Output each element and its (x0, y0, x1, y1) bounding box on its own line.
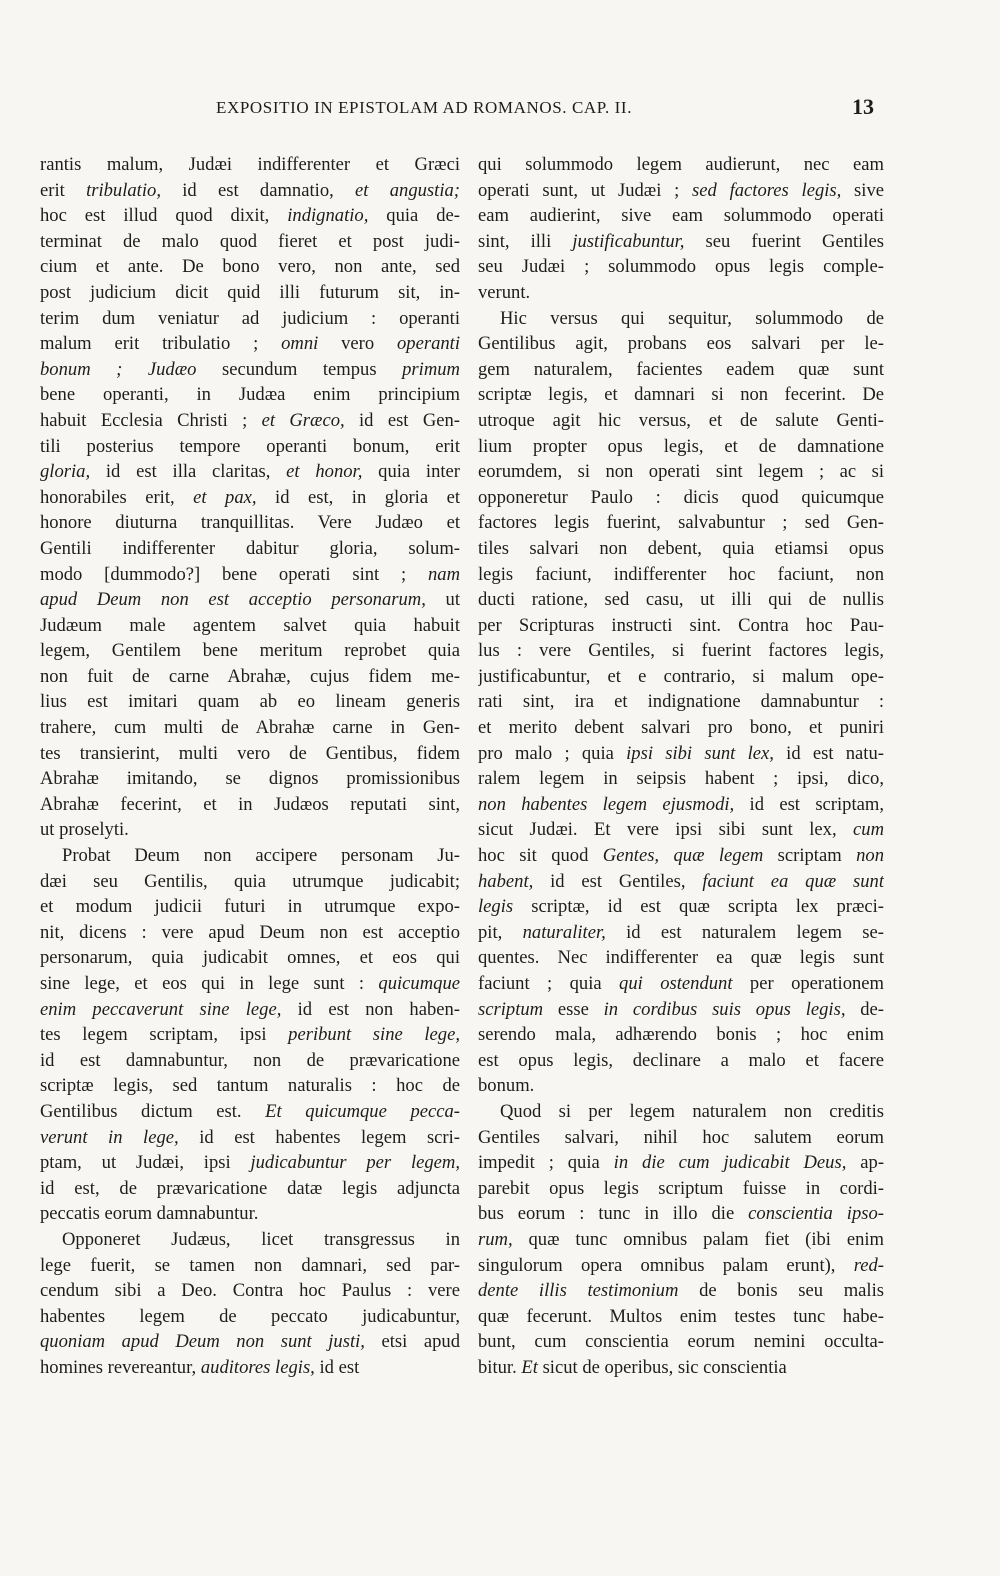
text-line: parebit opus legis scriptum fuisse in cordi- (478, 1177, 884, 1199)
text-line: legis scriptæ, id est quæ scripta lex præci- (478, 896, 884, 918)
text-line: hoc sit quod Gentes, quæ legem scriptam non (478, 845, 884, 867)
text-line: sint, illi justificabuntur, seu fuerint Gentiles (478, 230, 884, 252)
text-line: ducti ratione, sed casu, ut illi qui de nullis (478, 589, 884, 611)
text-line: singulorum opera omnibus palam erunt), red- (478, 1254, 884, 1276)
text-line: id est, de prævaricatione datæ legis adjuncta (40, 1177, 460, 1199)
text-line: Opponeret Judæus, licet transgressus in (62, 1228, 460, 1250)
text-line: serendo mala, adhærendo bonis ; hoc enim (478, 1024, 884, 1046)
text-line: Abrahæ imitando, se dignos promissionibus (40, 768, 460, 790)
text-line: rantis malum, Judæi indifferenter et Græci (40, 154, 460, 175)
text-line: justificabuntur, et e contrario, si malum ope- (478, 665, 884, 687)
running-title: EXPOSITIO IN EPISTOLAM AD ROMANOS. CAP. II. (216, 98, 633, 117)
text-line: Gentilibus agit, probans eos salvari per le- (478, 333, 884, 355)
text-line: verunt in lege, id est habentes legem scri- (40, 1126, 460, 1148)
text-line: bene operanti, in Judæa enim principium (40, 384, 460, 406)
text-line: trahere, cum multi de Abrahæ carne in Gen- (40, 717, 460, 739)
text-line: impedit ; quia in die cum judicabit Deus, ap- (478, 1152, 884, 1174)
text-line: seu Judæi ; solummodo opus legis comple- (478, 256, 884, 278)
text-line: verunt. (478, 281, 531, 303)
text-line: malum erit tribulatio ; omni vero operanti (40, 333, 460, 355)
text-line: apud Deum non est acceptio personarum, ut (40, 589, 460, 611)
paragraph (40, 1227, 460, 1381)
text-line: dæi seu Gentilis, quia utrumque judicabit; (40, 870, 460, 892)
text-line: quentes. Nec indifferenter ea quæ legis sunt (478, 947, 884, 969)
text-line: et merito debent salvari pro bono, et puniri (478, 717, 884, 739)
text-line: scriptum esse in cordibus suis opus legis, de- (478, 998, 884, 1020)
text-line: legem, Gentilem bene meritum reprobet quia (40, 640, 460, 662)
text-line: Gentili indifferenter dabitur gloria, solum- (40, 537, 460, 559)
text-line: eam audierint, sive eam solummodo operati (478, 205, 884, 227)
text-line: cium et ante. De bono vero, non ante, sed (40, 256, 460, 278)
text-line: tes legem scriptam, ipsi peribunt sine lege, (40, 1024, 460, 1046)
text-line: legis faciunt, indifferenter hoc faciunt, non (478, 563, 884, 585)
paragraph (478, 306, 884, 1099)
text-line: eorumdem, si non operati sint legem ; ac si (478, 461, 884, 483)
text-line: lus : vere Gentiles, si fuerint factores legis, (478, 640, 884, 662)
page-number: 13 (852, 94, 874, 119)
running-header (0, 94, 1000, 130)
text-line: quoniam apud Deum non sunt justi, etsi apud (40, 1331, 460, 1353)
text-line: honorabiles erit, et pax, id est, in gloria et (40, 486, 460, 508)
paragraph (478, 1099, 884, 1381)
text-line: post judicium dicit quid illi futurum sit, in- (40, 281, 460, 303)
text-line: Gentilibus dictum est. Et quicumque pecca- (40, 1100, 460, 1122)
text-line: cendum sibi a Deo. Contra hoc Paulus : vere (40, 1280, 460, 1302)
text-line: bunt, cum conscientia eorum nemini occulta- (478, 1331, 884, 1353)
text-line: Gentiles salvari, nihil hoc salutem eorum (478, 1126, 884, 1148)
text-line: erit tribulatio, id est damnatio, et angustia; (40, 179, 460, 201)
text-line: bitur. Et sicut de operibus, sic conscientia (478, 1356, 787, 1378)
text-line: Hic versus qui sequitur, solummodo de (500, 307, 884, 329)
text-line: habuit Ecclesia Christi ; et Græco, id est Gen- (40, 409, 460, 431)
text-line: modo [dummodo?] bene operati sint ; nam (40, 563, 460, 585)
text-line: dente illis testimonium de bonis seu malis (478, 1280, 884, 1302)
text-line: bonum. (478, 1075, 535, 1097)
text-line: lege fuerit, se tamen non damnari, sed par- (40, 1254, 460, 1276)
text-line: rati sint, ira et indignatione damnabuntur : (478, 691, 884, 713)
text-line: gloria, id est illa claritas, et honor, quia inter (40, 461, 460, 483)
text-line: per Scripturas instructi sint. Contra hoc Pau- (478, 614, 884, 636)
text-line: pro malo ; quia ipsi sibi sunt lex, id est natu- (478, 742, 884, 764)
text-line: bus eorum : tunc in illo die conscientia ipso- (478, 1203, 884, 1225)
left-column (40, 152, 460, 1381)
text-line: honore diuturna tranquillitas. Vere Judæo et (40, 512, 460, 534)
text-line: Abrahæ fecerint, et in Judæos reputati sint, (40, 793, 460, 815)
text-line: Probat Deum non accipere personam Ju- (62, 845, 460, 867)
text-line: scriptæ legis, sed tantum naturalis : hoc de (40, 1075, 460, 1097)
text-line: operati sunt, ut Judæi ; sed factores legis, sive (478, 179, 884, 201)
text-line: faciunt ; quia qui ostendunt per operationem (478, 973, 884, 994)
text-line: sine lege, et eos qui in lege sunt : quicumque (40, 973, 460, 994)
text-line: peccatis eorum damnabuntur. (40, 1203, 259, 1225)
text-line: tiles salvari non debent, quia etiamsi opus (478, 537, 884, 559)
text-line: terim dum veniatur ad judicium : operanti (40, 307, 460, 329)
text-line: factores legis fuerint, salvabuntur ; sed Gen- (478, 512, 884, 534)
text-line: non habentes legem ejusmodi, id est scriptam, (478, 793, 884, 815)
text-line: rum, quæ tunc omnibus palam fiet (ibi enim (478, 1228, 884, 1250)
text-line: tes transierint, multi vero de Gentibus, fidem (40, 742, 460, 764)
text-line: non fuit de carne Abrahæ, cujus fidem me- (40, 665, 460, 687)
text-line: est opus legis, declinare a malo et facere (478, 1049, 884, 1071)
text-line: id est damnabuntur, non de prævaricatione (40, 1049, 460, 1071)
text-line: opponeretur Paulo : dicis quod quicumque (478, 486, 884, 508)
text-line: tili posterius tempore operanti bonum, erit (40, 435, 460, 457)
text-line: et modum judicii futuri in utrumque expo- (40, 896, 460, 918)
text-line: enim peccaverunt sine lege, id est non haben- (40, 998, 460, 1020)
text-line: habent, id est Gentiles, faciunt ea quæ sunt (478, 870, 884, 892)
text-line: personarum, quia judicabit omnes, et eos qui (40, 947, 460, 969)
paragraph (478, 152, 884, 306)
text-line: ralem legem in seipsis habent ; ipsi, dico, (478, 768, 884, 790)
text-line: nit, dicens : vere apud Deum non est acceptio (40, 921, 460, 943)
right-column (478, 152, 884, 1381)
text-line: pit, naturaliter, id est naturalem legem se- (478, 921, 884, 943)
text-line: Judæum male agentem salvet quia habuit (40, 614, 460, 636)
text-line: homines revereantur, auditores legis, id est (40, 1356, 360, 1378)
paragraph (40, 843, 460, 1227)
text-line: ptam, ut Judæi, ipsi judicabuntur per legem, (40, 1152, 460, 1174)
text-line: terminat de malo quod fieret et post judi- (40, 230, 460, 252)
text-line: hoc est illud quod dixit, indignatio, quia de- (40, 205, 460, 227)
text-line: quæ fecerunt. Multos enim testes tunc habe- (478, 1305, 884, 1327)
text-line: utroque agit hic versus, et de salute Genti- (478, 409, 884, 431)
paragraph (40, 152, 460, 843)
text-line: bonum ; Judæo secundum tempus primum (40, 358, 460, 380)
text-line: scriptæ legis, et damnari si non fecerint. De (478, 384, 884, 406)
text-line: sicut Judæi. Et vere ipsi sibi sunt lex, cum (478, 819, 884, 841)
text-line: Quod si per legem naturalem non creditis (500, 1100, 884, 1122)
text-line: ut proselyti. (40, 819, 129, 841)
text-line: lius est imitari quam ab eo lineam generis (40, 691, 460, 713)
text-line: qui solummodo legem audierunt, nec eam (478, 154, 884, 175)
text-line: habentes legem de peccato judicabuntur, (40, 1305, 460, 1327)
text-line: lium propter opus legis, et de damnatione (478, 435, 884, 457)
text-line: gem naturalem, facientes eadem quæ sunt (478, 358, 884, 380)
